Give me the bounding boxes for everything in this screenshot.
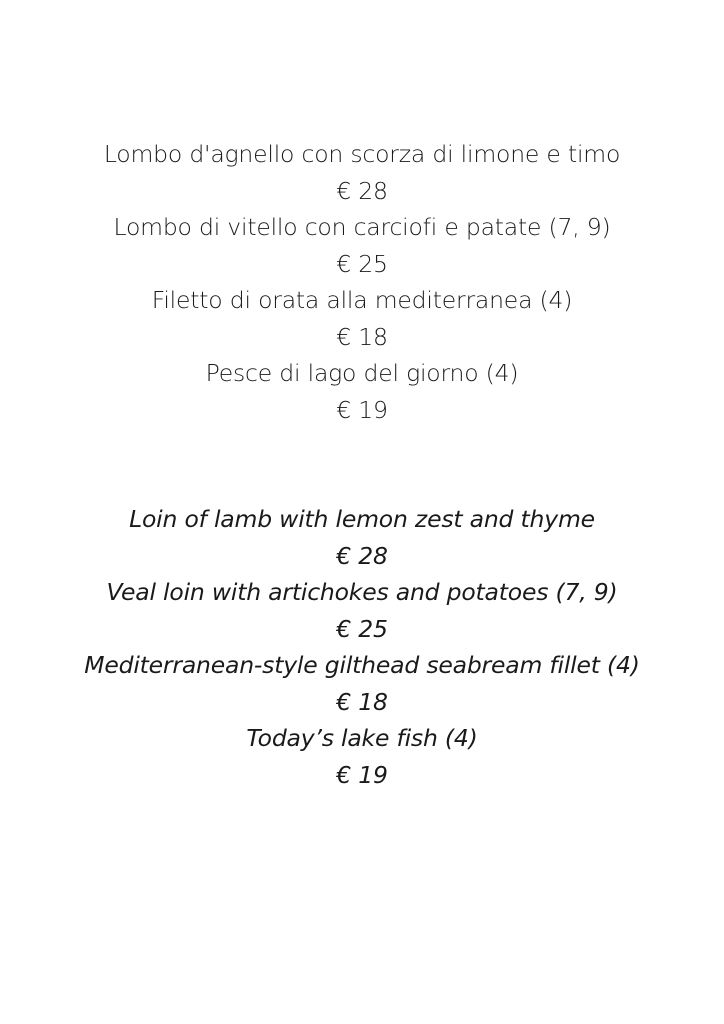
dish-price: € 18 xyxy=(336,687,388,716)
dish-price: € 25 xyxy=(336,249,388,278)
dish-name: Pesce di lago del giorno (4) xyxy=(205,359,519,387)
english-menu-section xyxy=(0,501,724,793)
dish-name: Filetto di orata alla mediterranea (4) xyxy=(151,286,573,314)
dish-price: € 18 xyxy=(336,322,388,351)
italian-menu-section xyxy=(0,136,724,428)
dish-name: Lombo d'agnello con scorza di limone e timo xyxy=(103,140,621,168)
dish-name: Mediterranean-style gilthead seabream fillet (4) xyxy=(84,651,640,679)
dish-name: Today’s lake fish (4) xyxy=(246,724,478,752)
dish-name: Veal loin with artichokes and potatoes (7, 9) xyxy=(106,578,618,606)
dish-name: Lombo di vitello con carciofi e patate (7, 9) xyxy=(113,213,611,241)
dish-price: € 28 xyxy=(336,541,388,570)
dish-price: € 28 xyxy=(336,176,388,205)
dish-price: € 25 xyxy=(336,614,388,643)
dish-name: Loin of lamb with lemon zest and thyme xyxy=(129,505,595,533)
dish-price: € 19 xyxy=(336,760,388,789)
dish-price: € 19 xyxy=(336,395,388,424)
